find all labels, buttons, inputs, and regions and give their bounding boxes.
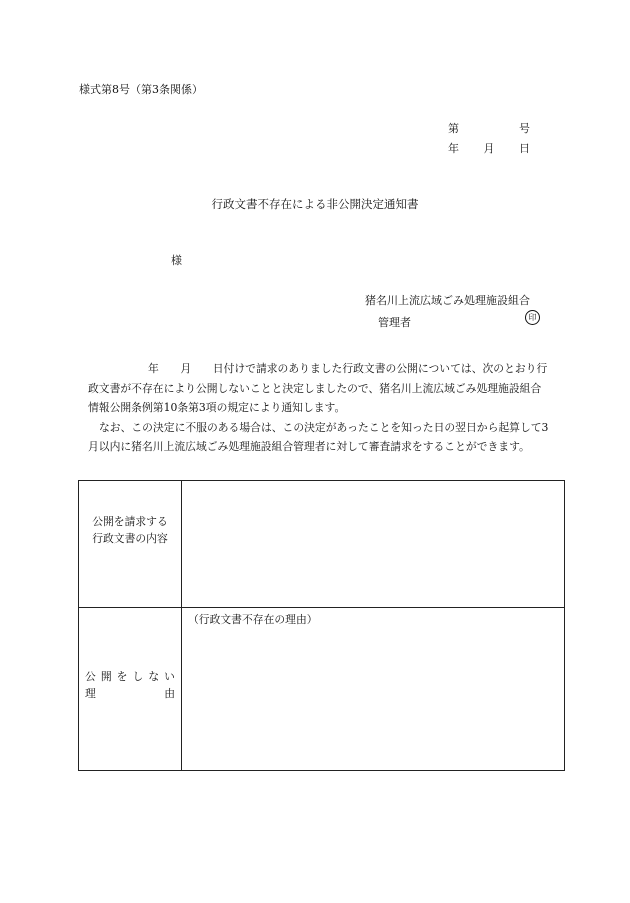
number-suffix: 号 xyxy=(519,122,530,135)
addressee: 様 xyxy=(171,254,182,267)
number-prefix: 第 xyxy=(448,122,459,135)
table-row xyxy=(79,481,565,608)
disclosure-form-table xyxy=(78,480,565,771)
document-number-line xyxy=(448,120,530,136)
document-title: 行政文書不存在による非公開決定通知書 xyxy=(211,197,419,211)
label-line: 公 開 を し な い xyxy=(85,670,175,683)
requested-document-field[interactable] xyxy=(182,481,565,608)
date-day: 日 xyxy=(519,142,530,155)
body-paragraph-1: 年 月 日付けで請求のありました行政文書の公開については、次のとおり行政文書が不存在により公開しないことと決定しましたので、猪名川上流広域ごみ処理施設組合情報公開条例第10条第3項の規定により通知します。 xyxy=(88,362,548,414)
seal-mark: 印 xyxy=(525,310,540,325)
label-line: 理 由 xyxy=(85,687,175,700)
date-year: 年 xyxy=(448,142,459,155)
date-line xyxy=(448,140,530,156)
body-paragraph-2: なお、この決定に不服のある場合は、この決定があったことを知った日の翌日から起算して3月以内に猪名川上流広域ごみ処理施設組合管理者に対して審査請求をすることができます。 xyxy=(88,420,549,453)
notice-body xyxy=(88,359,552,457)
reason-note: （行政文書不存在の理由） xyxy=(188,613,318,626)
non-disclosure-reason-label xyxy=(79,608,182,771)
date-month: 月 xyxy=(483,142,495,155)
issuer-role: 管理者 xyxy=(378,316,411,329)
form-number: 様式第8号（第3条関係） xyxy=(79,83,203,96)
label-line: 行政文書の内容 xyxy=(92,532,168,545)
label-line: 公開を請求する xyxy=(92,515,168,528)
requested-document-label xyxy=(79,481,182,608)
issuer-organization: 猪名川上流広域ごみ処理施設組合 xyxy=(365,294,530,307)
table-row xyxy=(79,608,565,771)
non-disclosure-reason-field[interactable] xyxy=(182,608,565,771)
